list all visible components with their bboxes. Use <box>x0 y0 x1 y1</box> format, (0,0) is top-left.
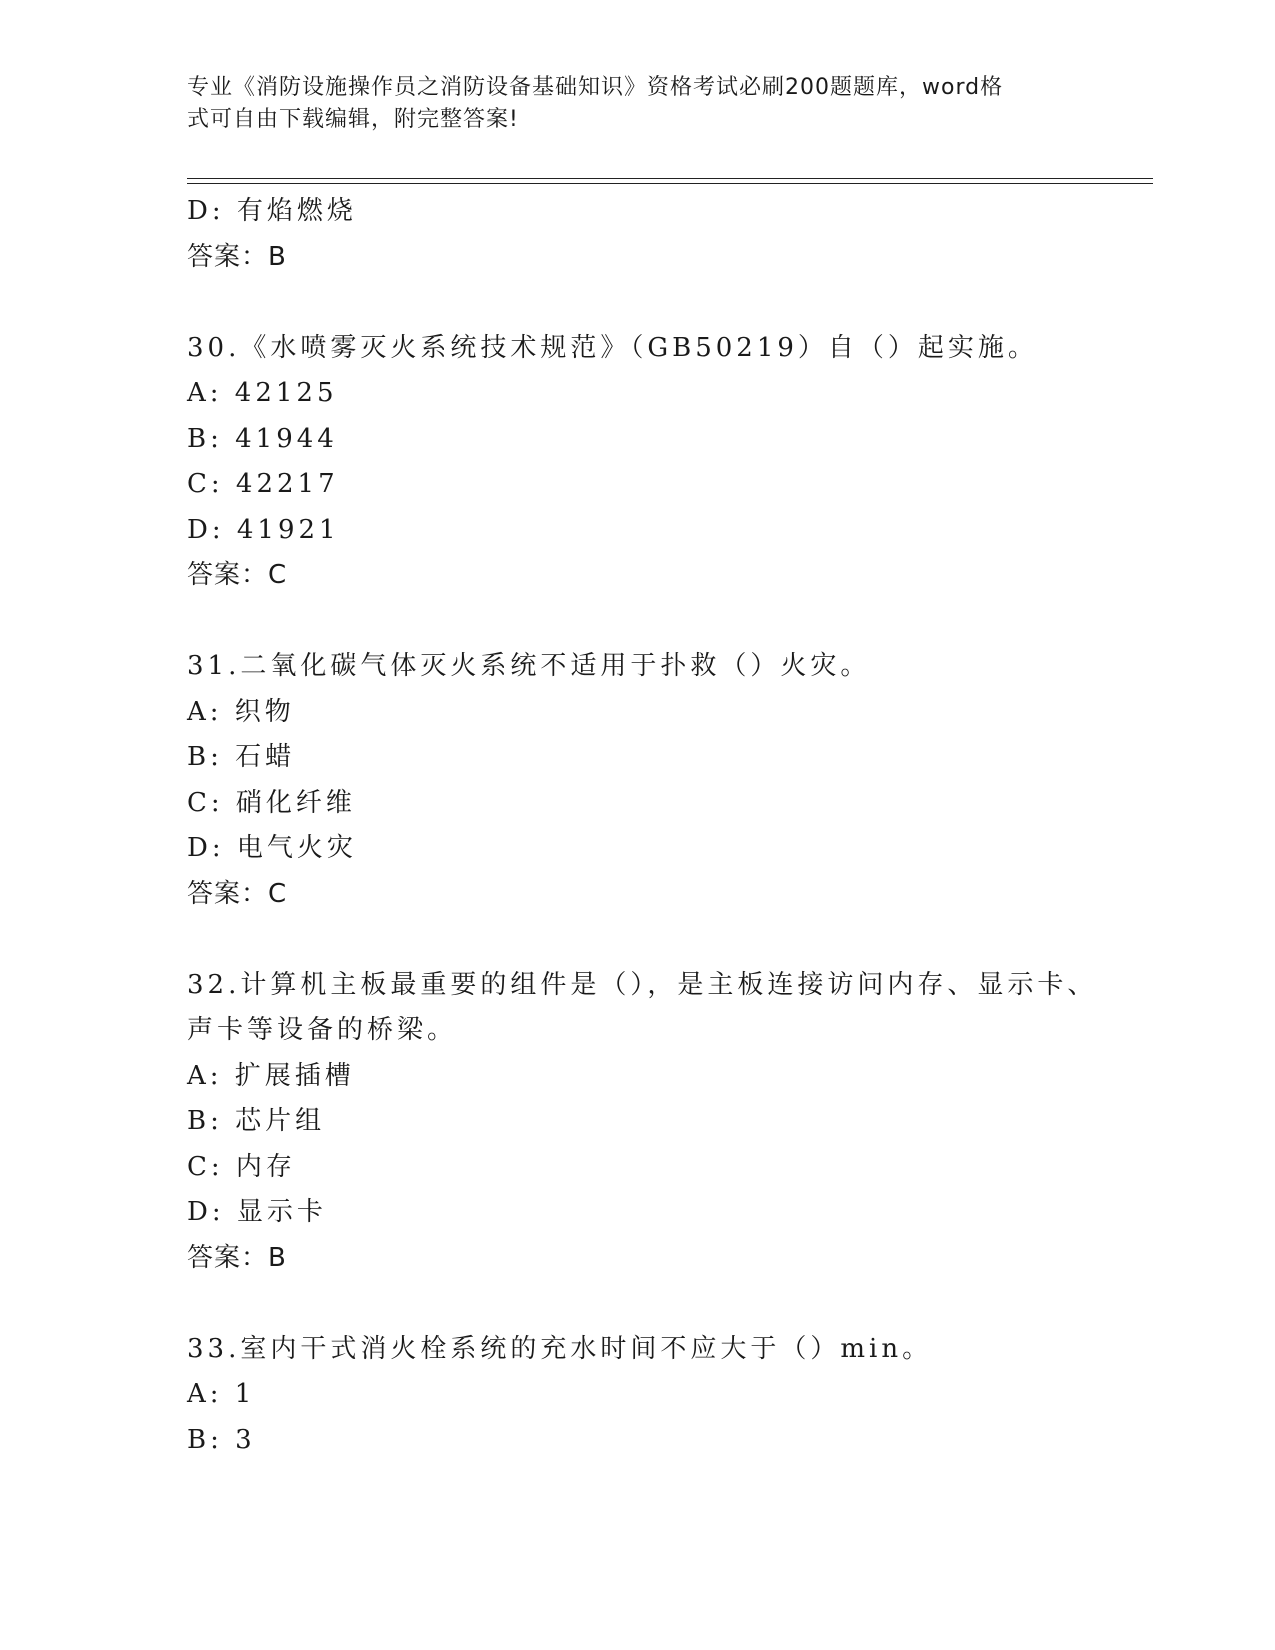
answer-line: 答案：B <box>187 241 287 272</box>
question-30 <box>187 326 1077 599</box>
question-stem: 31.二氧化碳气体灭火系统不适用于扑救（）火灾。 <box>187 651 871 681</box>
option-c: C: 内存 <box>187 1151 296 1182</box>
option-b: B: 41944 <box>187 423 338 454</box>
option-a: A: 1 <box>187 1379 256 1409</box>
option-d: D: 41921 <box>187 514 340 545</box>
answer-line: 答案：B <box>187 1242 287 1273</box>
option-a: A: 42125 <box>187 378 338 408</box>
option-b: B: 3 <box>187 1424 256 1455</box>
previous-question-tail <box>187 189 1077 280</box>
question-content <box>187 189 1098 1463</box>
option-d: D: 显示卡 <box>187 1197 327 1227</box>
option-d: D: 有焰燃烧 <box>187 196 357 226</box>
header-line-2: 式可自由下载编辑，附完整答案! <box>187 107 519 132</box>
question-stem: 30.《水喷雾灭火系统技术规范》（GB50219）自（）起实施。 <box>187 332 1038 363</box>
question-stem-line-1: 32.计算机主板最重要的组件是（），是主板连接访问内存、显示卡、 <box>187 969 1098 1000</box>
option-b: B: 石蜡 <box>187 742 296 772</box>
question-stem-line-2: 声卡等设备的桥梁。 <box>187 1015 458 1045</box>
option-a: A: 织物 <box>187 696 295 727</box>
header-divider-top <box>187 178 1153 179</box>
option-b: B: 芯片组 <box>187 1106 326 1136</box>
question-31 <box>187 644 1077 917</box>
document-header <box>187 72 1077 136</box>
answer-line: 答案：C <box>187 560 288 590</box>
question-32 <box>187 963 1098 1282</box>
option-d: D: 电气火灾 <box>187 833 357 863</box>
option-c: C: 42217 <box>187 469 339 499</box>
header-line-1: 专业《消防设施操作员之消防设备基础知识》资格考试必刷200题题库，word格 <box>187 75 1004 100</box>
answer-line: 答案：C <box>187 878 288 909</box>
option-a: A: 扩展插槽 <box>187 1060 355 1091</box>
option-c: C: 硝化纤维 <box>187 787 356 818</box>
question-33 <box>187 1327 1077 1464</box>
question-stem: 33.室内干式消火栓系统的充水时间不应大于（）min。 <box>187 1333 933 1364</box>
header-divider-bottom <box>187 183 1153 184</box>
